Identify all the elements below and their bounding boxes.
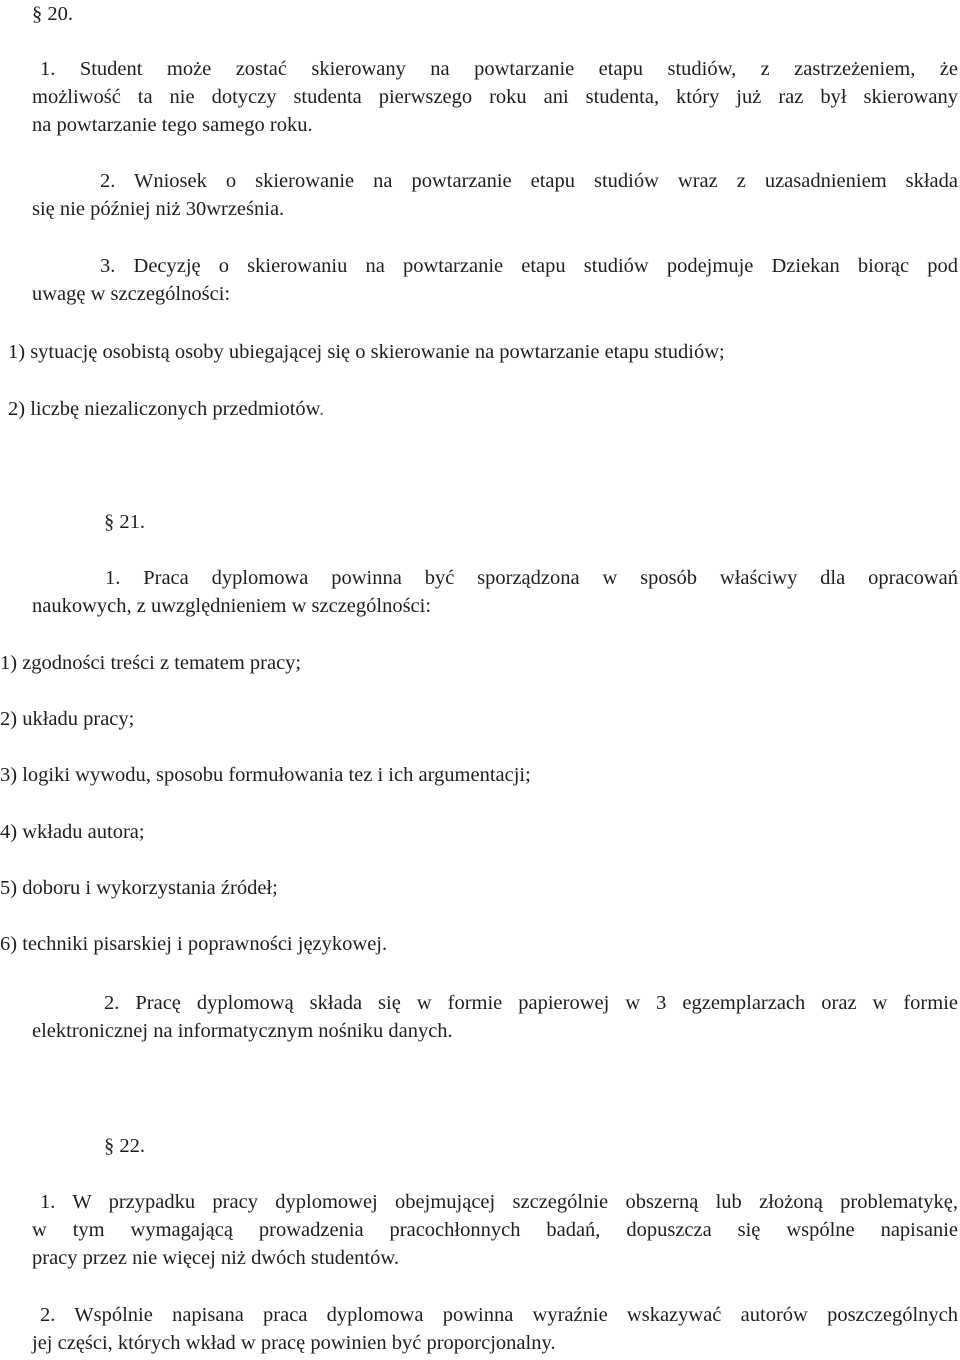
paragraph-line: [100, 253, 958, 279]
paragraph-text: W przypadku pracy dyplomowej obejmującej szczególnie obszerną lub złożoną problematykę,: [72, 1191, 958, 1213]
paragraph-number: 2.: [104, 992, 120, 1014]
paragraph-line: naukowych, z uwzględnieniem w szczególności:: [32, 595, 432, 617]
paragraph-line: na powtarzanie tego samego roku.: [32, 114, 313, 136]
list-item: 3) logiki wywodu, sposobu formułowania tez i ich argumentacji;: [0, 764, 531, 786]
paragraph-line: [105, 565, 958, 591]
paragraph-text: Student może zostać skierowany na powtarzanie etapu studiów, z zastrzeżeniem, że: [79, 58, 959, 80]
paragraph-line: [104, 990, 958, 1016]
paragraph-text: Wniosek o skierowanie na powtarzanie etapu studiów wraz z uzasadnieniem składa: [134, 170, 958, 192]
list-item: 4) wkładu autora;: [0, 821, 145, 843]
paragraph-number: 2.: [100, 170, 116, 192]
paragraph-number: 2.: [40, 1304, 56, 1326]
paragraph-number: 1.: [40, 1191, 56, 1213]
paragraph-number: 1.: [105, 567, 121, 589]
section-heading: § 21.: [104, 511, 145, 533]
paragraph-number: 3.: [100, 255, 116, 277]
paragraph-line: się nie później niż 30września.: [32, 198, 285, 220]
paragraph-line: elektronicznej na informatycznym nośniku danych.: [32, 1020, 453, 1042]
paragraph-text: Praca dyplomowa powinna być sporządzona w sposób właściwy dla opracowań: [143, 567, 959, 589]
paragraph-line: możliwość ta nie dotyczy studenta pierwszego roku ani studenta, który już raz był skierowany: [32, 86, 958, 108]
paragraph-line: w tym wymagającą prowadzenia pracochłonnych badań, dopuszcza się wspólne napisanie: [32, 1219, 958, 1241]
paragraph-text: Decyzję o skierowaniu na powtarzanie etapu studiów podejmuje Dziekan biorąc pod: [133, 255, 959, 277]
list-item: 2) układu pracy;: [0, 708, 135, 730]
paragraph-line: pracy przez nie więcej niż dwóch studentów.: [32, 1247, 399, 1269]
list-item: 1) sytuację osobistą osoby ubiegającej się o skierowanie na powtarzanie etapu studiów;: [8, 341, 725, 363]
section-heading: § 20.: [32, 3, 73, 25]
list-item: [8, 396, 324, 422]
paragraph-line: [32, 56, 958, 82]
list-item-text: 2) liczbę niezaliczonych przedmiotów: [8, 398, 320, 420]
list-item: 5) doboru i wykorzystania źródeł;: [0, 877, 278, 899]
paragraph-text: Pracę dyplomową składa się w formie papierowej w 3 egzemplarzach oraz w formie: [135, 992, 958, 1014]
paragraph-line: [32, 1302, 958, 1328]
list-item-period: .: [319, 398, 325, 420]
list-item: 1) zgodności treści z tematem pracy;: [0, 652, 302, 674]
paragraph-text: Wspólnie napisana praca dyplomowa powinna wyraźnie wskazywać autorów poszczególnych: [74, 1304, 958, 1326]
list-item: 6) techniki pisarskiej i poprawności językowej.: [0, 933, 388, 955]
paragraph-line: [100, 168, 958, 194]
paragraph-line: jej części, których wkład w pracę powinien być proporcjonalny.: [32, 1332, 556, 1354]
paragraph-number: 1.: [40, 58, 56, 80]
paragraph-line: uwagę w szczególności:: [32, 283, 231, 305]
section-heading: § 22.: [104, 1135, 145, 1157]
paragraph-line: [32, 1189, 958, 1215]
